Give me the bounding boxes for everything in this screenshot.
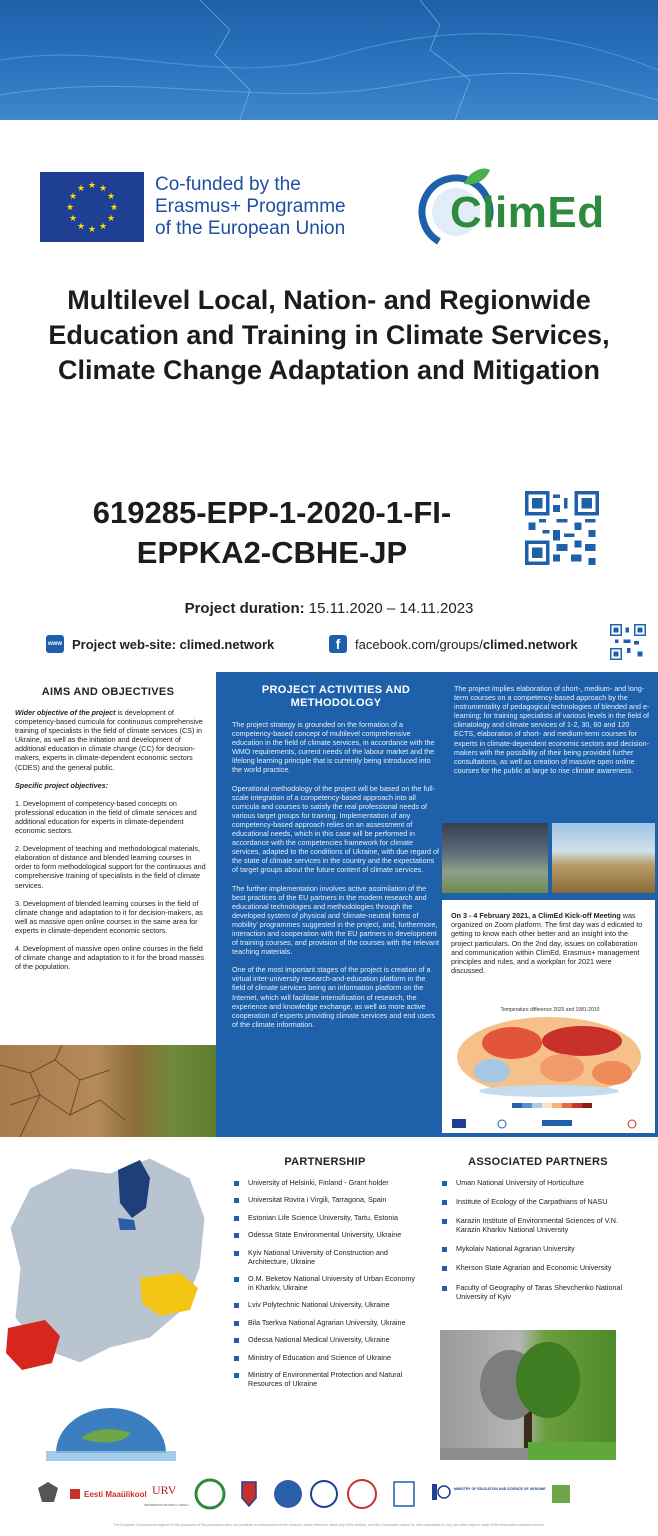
associated-partner-item: Mykolaiv National Agrarian University xyxy=(438,1244,638,1253)
partner-item: Bila Tserkva National Agrarian University, Ukraine xyxy=(230,1318,420,1327)
partner-logos-row xyxy=(30,1476,630,1516)
svg-text:★: ★ xyxy=(87,225,97,235)
partner-item: Estonian Life Science University, Tartu, Estonia xyxy=(230,1213,420,1222)
banner-texture xyxy=(0,0,658,120)
ministry-education-logo xyxy=(432,1484,546,1500)
ministry-logo-text: MINISTRY OF EDUCATION AND SCIENCE OF UKRAINE xyxy=(454,1487,546,1491)
activities-paragraph: The further implementation involves active assimilation of the best practices of the EU partners in the modern research and educational technologies and methodologies through the developed system of physical and 'climate-neutral forms of mobility' programmes suggested in the project, and, furthermore, interaction and cooperation with the EU partners in development of training courses, and provision of the courses with the relevant teaching materials. xyxy=(232,883,439,957)
facebook-group: climed.network xyxy=(482,636,578,652)
urv-logo xyxy=(144,1483,189,1507)
associated-partner-item: Institute of Ecology of the Carpathians of NASU xyxy=(438,1197,638,1206)
cracked-earth-image xyxy=(0,1045,216,1137)
associated-partner-item: Faculty of Geography of Taras Shevchenko National University of Kyiv xyxy=(438,1283,638,1301)
kickoff-text xyxy=(451,911,647,975)
associated-partner-item: Kherson State Agrarian and Economic University xyxy=(438,1263,638,1272)
svg-text:★: ★ xyxy=(87,181,97,191)
erasmus-line-3: of the European Union xyxy=(155,218,346,239)
partner-item: University of Helsinki, Finland - Grant holder xyxy=(230,1178,420,1187)
partner-item: Ministry of Environmental Protection and Natural Resources of Ukraine xyxy=(230,1370,420,1388)
associated-partners-title: ASSOCIATED PARTNERS xyxy=(468,1156,608,1168)
bila-tserkva-logo xyxy=(348,1480,376,1508)
facebook-icon: f xyxy=(329,635,347,653)
partner-item: O.M. Beketov National University of Urban Economy in Kharkiv, Ukraine xyxy=(230,1274,420,1292)
activities-paragraph: The project strategy is grounded on the formation of a competency-based concept of multilevel comprehensive education in the field of climate services, in accordance with the WMO requirements, current needs of the labour market and the lifelong learning principle that is currently being introduced into the world practice. xyxy=(232,720,435,775)
lviv-polytechnic-logo xyxy=(311,1481,337,1507)
kickoff-box xyxy=(442,900,655,1133)
activities-text xyxy=(232,720,440,1029)
partner-item: Universitat Rovira i Virgili, Tarragona, Spain xyxy=(230,1195,420,1204)
temperature-map-title: Temperature difference 2020 and 1981-2010 xyxy=(500,1007,600,1013)
project-duration xyxy=(0,600,658,617)
kickoff-body: was organized on Zoom platform. The first day was d edicated to getting to know each other better and an insight into the project particulars. On the 2nd day, issues on collaboration and communication within ClimEd, Erasmus+ management principles and rules, and a workplan for 2021 were discussed. xyxy=(451,911,643,976)
storm-cloud-photo xyxy=(442,823,548,893)
qr-code-icon[interactable] xyxy=(525,491,599,565)
odessa-medical-logo xyxy=(394,1482,414,1506)
project-website-link[interactable] xyxy=(46,633,274,655)
activities-title: PROJECT ACTIVITIES AND METHODOLOGY xyxy=(261,684,411,709)
wider-objective-text: is development of competency-based curricula for continuous comprehensive training of specialists in the field of climate services (CS) in Ukraine, as well as the initiation and development of additional education in climate change (CC) for decision-makers, experts in climate-dependent economic sectors (CDES) and the general public. xyxy=(15,708,203,772)
estonian-life-sciences-logo xyxy=(70,1489,147,1499)
partner-item: Kyiv National University of Construction and Architecture, Ukraine xyxy=(230,1248,420,1266)
dry-and-green-tree-photo xyxy=(440,1330,616,1460)
partner-item: Odessa National Medical University, Ukraine xyxy=(230,1335,420,1344)
www-icon: www xyxy=(46,635,64,653)
associated-partners-list xyxy=(438,1178,638,1301)
partner-item: Ministry of Education and Science of Ukraine xyxy=(230,1353,420,1362)
project-code-line-2: EPPKA2-CBHE-JP xyxy=(136,535,408,570)
svg-text:★: ★ xyxy=(106,192,116,202)
objective-item: 2. Development of teaching and methodological materials, elaboration of distance and blended learning courses in order to form methodological support for the continuous and comprehensive training of specialists in the field of climate services. xyxy=(15,844,206,890)
partner-countries-map xyxy=(0,1148,216,1393)
activities-paragraph: Operational methodology of the project will be based on the full-scale integration of a competency-based approach into all curricula and courses to satisfy the real professional needs of various target groups for training. Implementation of any competency-based approach relies on an assessment of educational needs, which in this case will be performed in accordance with the competencies framework for climate services, adapted to the conditions of Ukraine, with due regard of the state of climate services in the country and the expectations of target groups about the future content of climate services. xyxy=(232,783,439,875)
svg-text:★: ★ xyxy=(98,184,108,194)
helsinki-logo xyxy=(38,1482,58,1502)
kharkiv-beketov-logo xyxy=(274,1480,302,1508)
ministry-environment-logo xyxy=(552,1485,570,1503)
objective-item: 4. Development of massive open online courses in the field of climate change and adaptation to it for the broad masses of the population. xyxy=(15,943,204,972)
objective-item: 3. Development of blended learning courses in the field of climate change and adaptation to it for decision-makers, as well as massive open online courses in the same area for experts in climate-dependent economic sectors. xyxy=(15,898,203,935)
specific-objectives-label: Specific project objectives: xyxy=(15,780,109,790)
crack-lines xyxy=(0,1045,216,1137)
svg-text:★: ★ xyxy=(68,214,78,224)
facebook-group-link[interactable] xyxy=(329,633,578,655)
aims-title: AIMS AND OBJECTIVES xyxy=(41,686,175,698)
erasmus-line-2: Erasmus+ Programme xyxy=(155,196,346,217)
activities-section xyxy=(216,672,658,1137)
svg-text:★: ★ xyxy=(68,192,78,202)
wider-objective xyxy=(15,708,209,772)
half-globe-image xyxy=(36,1398,186,1463)
eu-flag-icon xyxy=(40,172,144,242)
urv-logo-text: UNIVERSITAT ROVIRA I VIRGILI xyxy=(144,1503,189,1507)
objective-item: 1. Development of competency-based concepts on professional education in the field of climate services and additional education for experts in climate-dependent economic sectors. xyxy=(15,798,197,836)
duration-value: 15.11.2020 – 14.11.2023 xyxy=(308,600,474,617)
temperature-legend-bar xyxy=(512,1103,592,1108)
svg-text:★: ★ xyxy=(76,222,86,232)
aims-text xyxy=(15,708,209,980)
estonian-logo-text: Eesti Maaülikool xyxy=(84,1490,147,1499)
project-code xyxy=(42,493,502,573)
dry-field-photo xyxy=(552,823,655,893)
partnership-list xyxy=(230,1178,420,1388)
duration-label: Project duration: xyxy=(184,600,305,617)
eu-disclaimer: The European Commission's support for the production of this publication does not constitute an endorsement of the contents, which reflect the views only of the authors, and the Commission cannot be held responsible for any use which may be made of the information contained therein. xyxy=(113,1523,545,1527)
wider-objective-label: Wider objective of the project xyxy=(15,708,116,717)
website-label: Project web-site: climed.network xyxy=(72,636,275,652)
svg-text:★: ★ xyxy=(98,222,108,232)
partnership-section xyxy=(230,1156,420,1396)
activities-right-text: The project implies elaboration of short-, medium- and long-term courses on a competency-based approach by the instrumentality of pedagogical technologies of blended and e-learning; for training specialists of various levels in the field of climatology and climate services of 1-2, 30, 60 and 120 ECTS, elaboration of short- and medium-term courses for experts in climate-dependent economic sectors and decision-makers with the possibility of their being provided further consultations, as well as creation of massive open online courses for the public at large to rise climate awareness. xyxy=(454,684,650,775)
svg-text:★: ★ xyxy=(76,184,86,194)
partner-item: Odessa State Environmental University, Ukraine xyxy=(230,1230,420,1239)
svg-text:★: ★ xyxy=(106,214,116,224)
associated-partner-item: Uman National University of Horticulture xyxy=(438,1178,638,1187)
svg-text:★: ★ xyxy=(65,203,75,213)
erasmus-line-1: Co-funded by the xyxy=(155,174,301,195)
header-banner xyxy=(0,0,658,120)
qr-code-small-icon[interactable] xyxy=(610,624,646,660)
project-title: Multilevel Local, Nation- and Regionwide Education and Training in Climate Services, Climate Change Adaptation and Mitigation xyxy=(48,285,610,385)
climed-logo-text: ClimEd xyxy=(450,188,605,237)
associated-partners-section xyxy=(438,1156,638,1311)
facebook-prefix: facebook.com/groups/ xyxy=(355,636,483,652)
temperature-difference-map xyxy=(452,1013,647,1115)
activities-left-column xyxy=(232,684,440,1038)
erasmus-cofunded-text xyxy=(155,174,385,240)
kyiv-construction-logo xyxy=(242,1482,256,1506)
odessa-environmental-logo xyxy=(196,1480,224,1508)
svg-text:★: ★ xyxy=(109,203,119,213)
partnership-title: PARTNERSHIP xyxy=(284,1156,366,1168)
project-code-line-1: 619285-EPP-1-2020-1-FI- xyxy=(92,495,452,530)
kickoff-bold: On 3 - 4 February 2021, a ClimEd Kick-off Meeting xyxy=(451,911,621,920)
svg-text:URV: URV xyxy=(152,1483,177,1497)
partner-item: Lviv Polytechnic National University, Ukraine xyxy=(230,1300,420,1309)
activities-paragraph: One of the most important stages of the project is creation of a virtual inter-university research-and-education platform in the field of climate services being an information platform on the Internet, which will facilitate intensification of research, the experience and knowledge exchange, as well as more active cooperation of experts providing climate services and end users of the climate information. xyxy=(232,965,435,1029)
tree-silhouette xyxy=(440,1330,616,1460)
copernicus-ecmwf-logos xyxy=(452,1117,647,1129)
associated-partner-item: Karazin Institute of Environmental Sciences of V.N. Karazin Kharkiv National University xyxy=(438,1216,638,1234)
